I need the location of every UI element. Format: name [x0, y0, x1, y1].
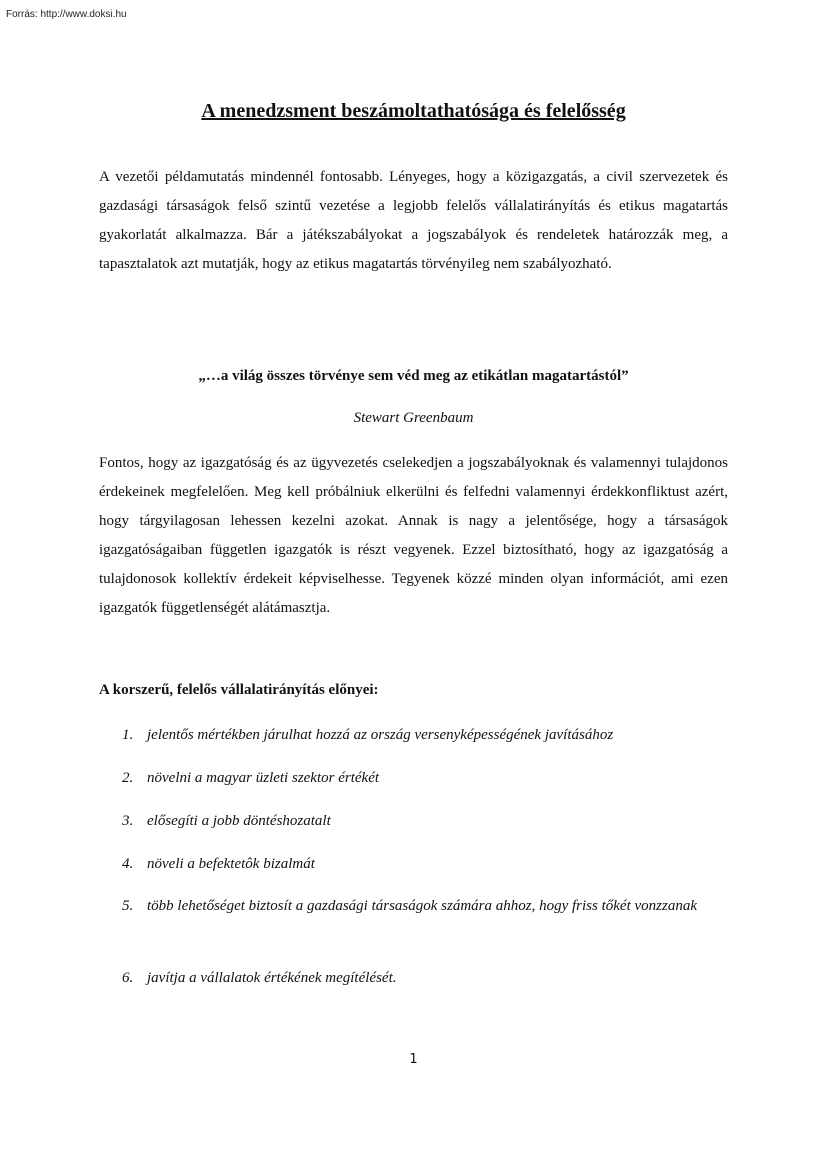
- list-item-text: jelentős mértékben járulhat hozzá az ország versenyképességének javításához: [147, 727, 614, 743]
- quote: „…a világ összes törvénye sem véd meg az etikátlan magatartástól”: [198, 368, 629, 384]
- list-item-number: 5.: [122, 898, 134, 914]
- source-label: Forrás: http://www.doksi.hu: [6, 9, 127, 20]
- list-item-text: javítja a vállalatok értékének megítélését.: [147, 970, 397, 986]
- list-item-text: több lehetőséget biztosít a gazdasági társaságok számára ahhoz, hogy friss tőkét vonzzanak: [147, 898, 697, 914]
- quote-author: Stewart Greenbaum: [353, 410, 474, 426]
- list-item-text: elősegíti a jobb döntéshozatalt: [147, 813, 331, 829]
- list-item: [122, 807, 728, 836]
- page-number: 1: [409, 1052, 418, 1067]
- list-item: [122, 964, 728, 993]
- benefits-heading: A korszerű, felelős vállalatirányítás előnyei:: [99, 682, 379, 698]
- list-item: [122, 764, 728, 793]
- list-item-text: növeli a befektetôk bizalmát: [147, 856, 315, 872]
- list-item-number: 1.: [122, 727, 134, 743]
- body-paragraph: Fontos, hogy az igazgatóság és az ügyvezetés cselekedjen a jogszabályoknak és valamennyi tulajdonos érdekeinek megfelelően. Meg kell próbálniuk elkerülni és felfedni valamennyi érdekkonfliktust azért, hogy tárgyilagosan lehessen kezelni azokat. Annak is nagy a jelentősége, hogy a társaságok igazgatóságaiban független igazgatók is részt vegyenek. Ezzel biztosítható, hogy az igazgatóság a tulajdonosok kollektív érdekeit képviselhesse. Tegyenek közzé minden olyan információt, ami ezen igazgatók függetlenségét alátámasztja.: [99, 455, 728, 616]
- list-item: [122, 892, 728, 921]
- list-item-number: 3.: [122, 813, 134, 829]
- intro-paragraph: A vezetői példamutatás mindennél fontosabb. Lényeges, hogy a közigazgatás, a civil szervezetek és gazdasági társaságok felső szintű vezetése a legjobb felelős vállalatirányítás és etikus magatartás gyakorlatát alkalmazza. Bár a játékszabályokat a jogszabályok és rendeletek határozzák meg, a tapasztalatok azt mutatják, hogy az etikus magatartás törvényileg nem szabályozható.: [99, 169, 728, 272]
- list-item-text: növelni a magyar üzleti szektor értékét: [147, 770, 380, 786]
- list-item-number: 6.: [122, 970, 134, 986]
- list-item-number: 2.: [122, 770, 134, 786]
- page-title: A menedzsment beszámoltathatósága és felelősség: [201, 100, 626, 122]
- list-item-number: 4.: [122, 856, 134, 872]
- list-item: [122, 721, 728, 750]
- list-item: [122, 850, 728, 879]
